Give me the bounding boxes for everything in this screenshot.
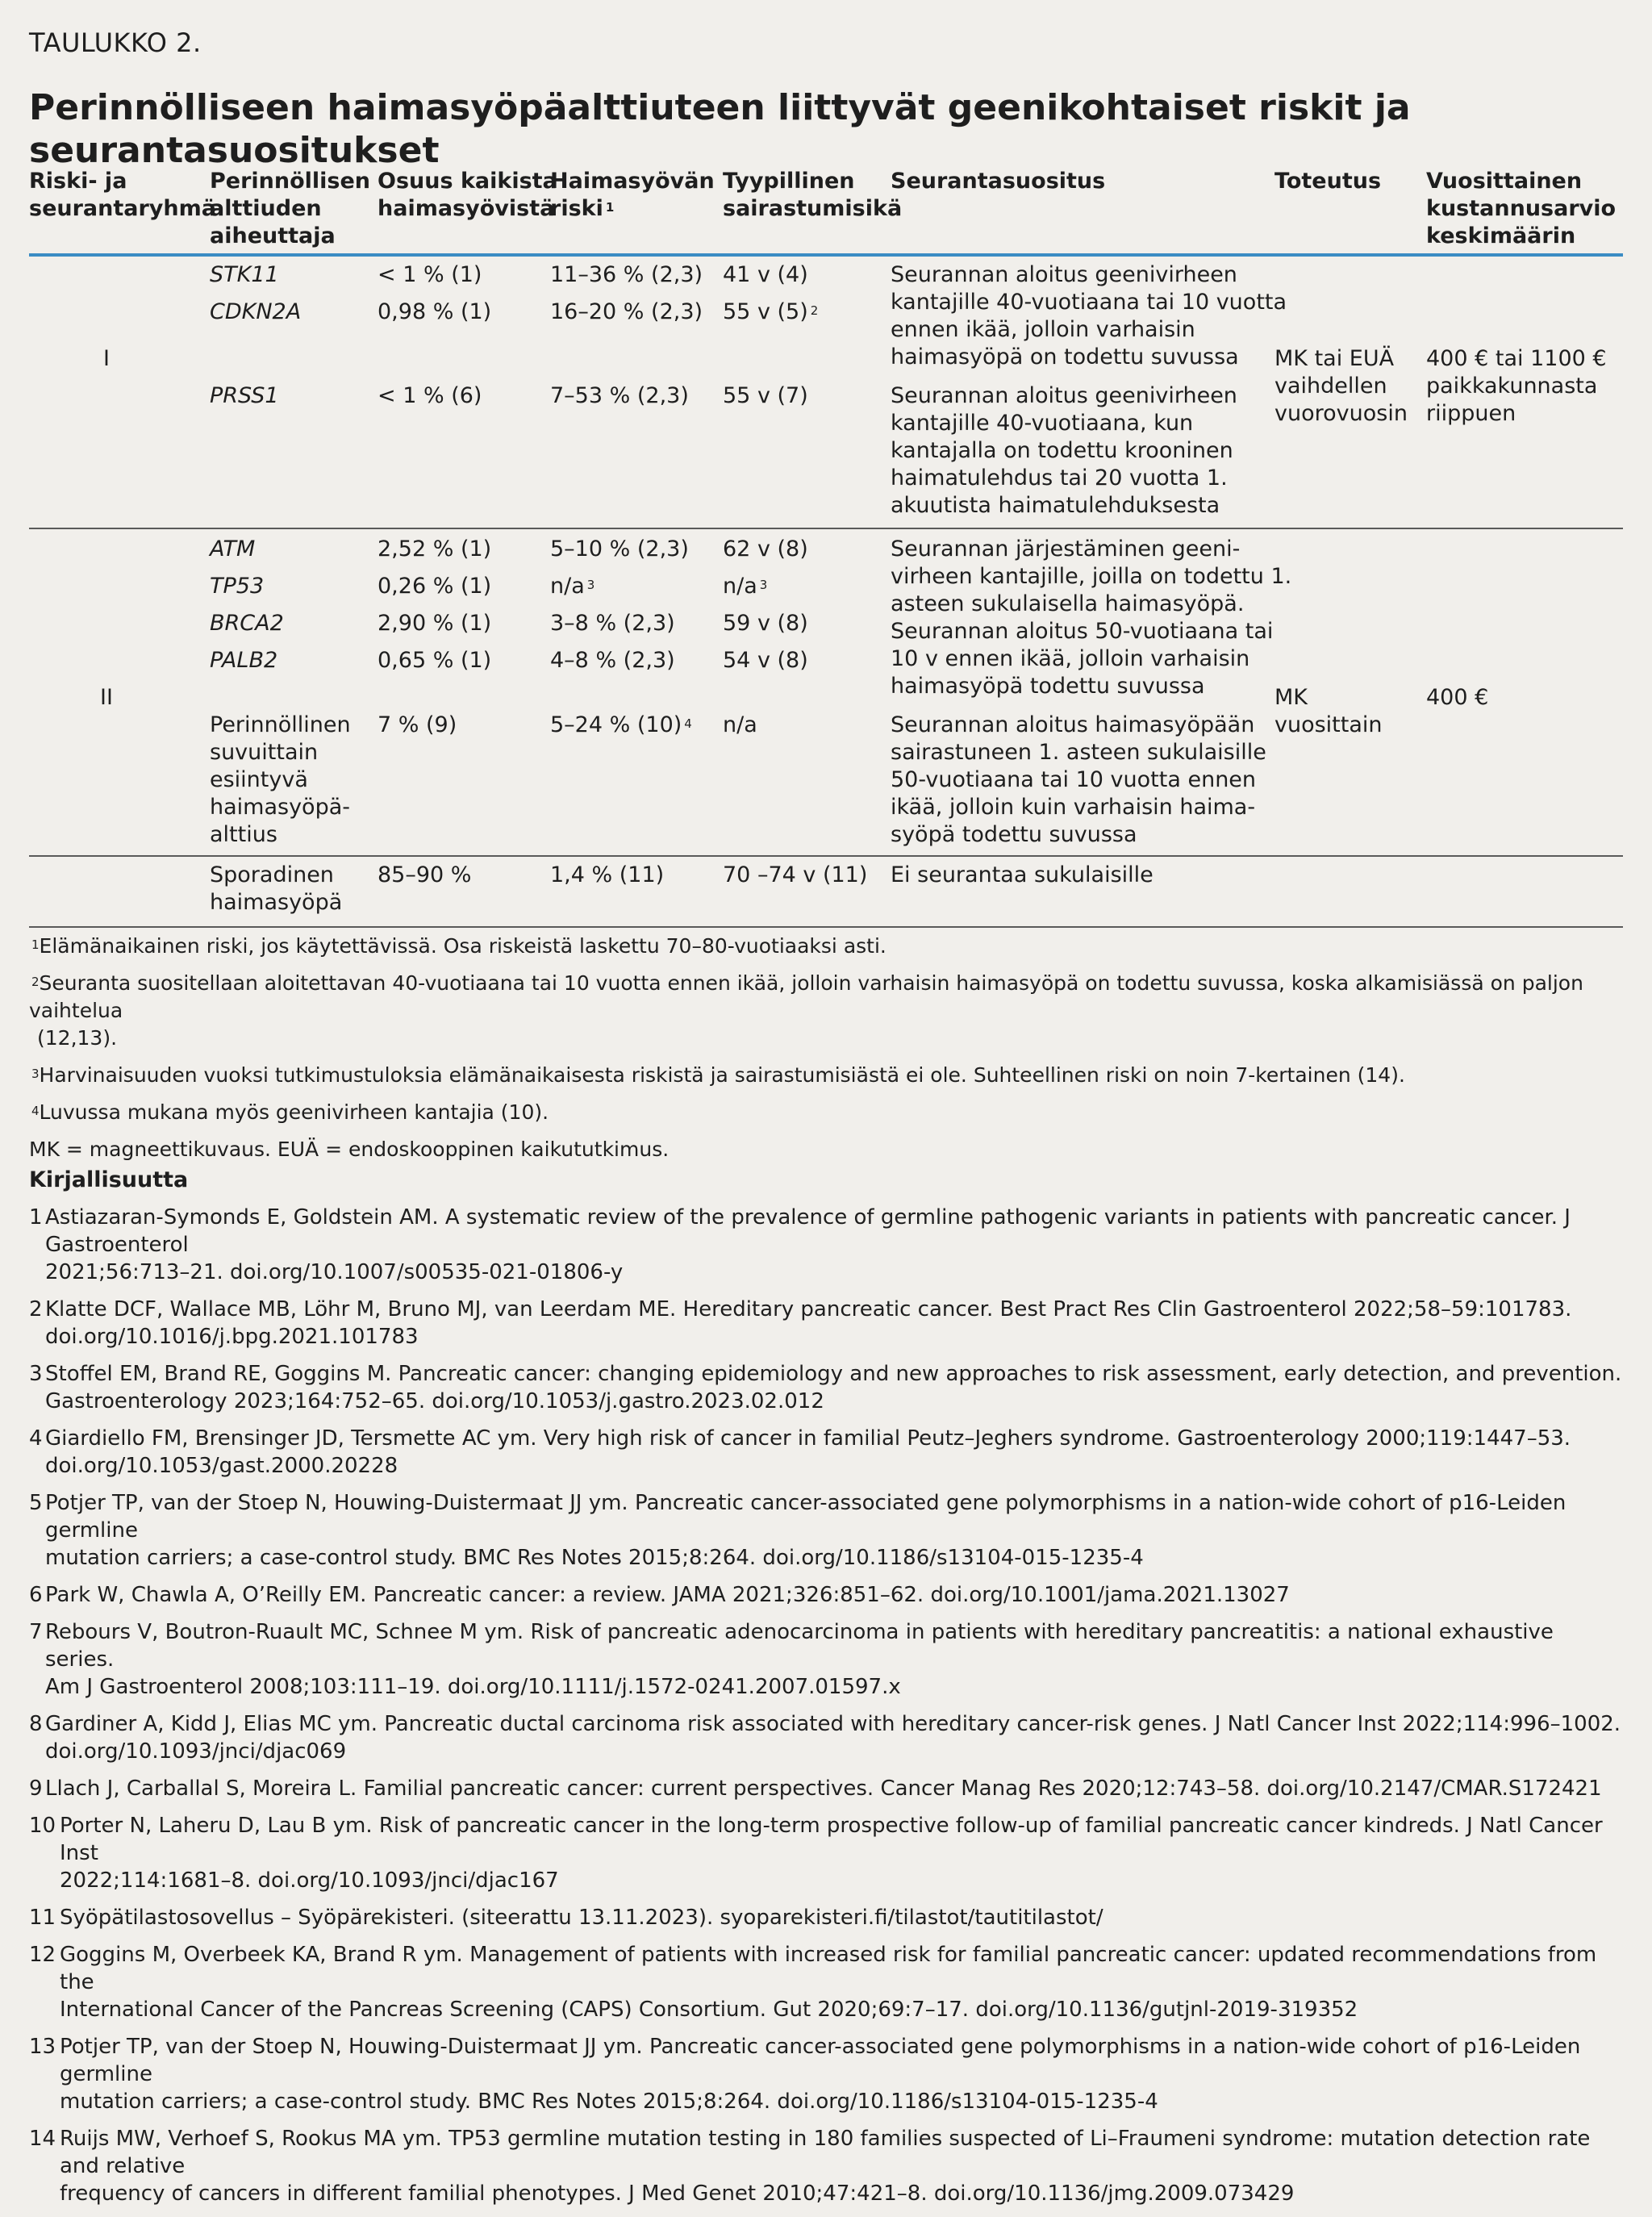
age-cell: 62 v (8): [723, 537, 808, 562]
header-risk: Haimasyövän riski $^1$: [550, 169, 715, 221]
share-cell: 2,52 % (1): [378, 537, 492, 562]
reference-item: 1 Astiazaran-Symonds E, Goldstein AM. A systematic review of the prevalence of germline pathogenic variants in patients with pancreatic cancer. J Gastroenterol 2021;56:713–21. doi.org/10.1007/s00535-021-01806-y: [29, 1205, 1571, 1284]
group-divider: [29, 528, 1623, 529]
age-cell: n/a $^3$: [723, 574, 768, 599]
reference-item: 11 Syöpätilastosovellus – Syöpärekisteri. (siteerattu 13.11.2023). syoparekisteri.fi/tilastot/tautitilastot/: [29, 1906, 1103, 1930]
gene-cell: CDKN2A: [210, 299, 302, 324]
cost-cell: 400 €: [1426, 685, 1489, 710]
risk-cell: 1,4 % (11): [550, 862, 665, 887]
age-cell: 55 v (7): [723, 383, 808, 408]
header-share: Osuus kaikista haimasyövistä: [378, 169, 557, 221]
header-age: Tyypillinen sairastumisikä: [723, 169, 903, 221]
gene-cell: Sporadinen haimasyöpä: [210, 862, 343, 915]
footnote: $^4$Luvussa mukana myös geenivirheen kantajia (10).: [31, 1100, 549, 1124]
reference-item: 14 Ruijs MW, Verhoef S, Rookus MA ym. TP53 germline mutation testing in 180 families suspected of Li–Fraumeni syndrome: mutation detection rate and relative frequency of cancers in different familial phenotypes. J Med Genet 2010;47:421–8. doi.org/10.1136/jmg.2009.073429: [29, 2127, 1591, 2206]
footnote: $^2$Seuranta suositellaan aloitettavan 40-vuotiaana tai 10 vuotta ennen ikää, jolloin varhaisin haimasyöpä on todettu suvussa, koska alkamisiässä on paljon vaihtelua (12,13).: [29, 971, 1583, 1050]
footnotes: [29, 933, 1626, 1163]
cost-cell: 400 € tai 1100 € paikkakunnasta riippuen: [1426, 346, 1607, 426]
recommendation-cell: Seurannan aloitus haimasyöpään sairastuneen 1. asteen sukulaisille 50-vuotiaana tai 10 vuotta ennen ikää, jolloin kuin varhaisin haima- syöpä todettu suvussa: [891, 712, 1266, 847]
gene-cell: ATM: [210, 537, 256, 562]
table-bottom-rule: [29, 926, 1623, 928]
recommendation-cell: Ei seurantaa sukulaisille: [891, 862, 1153, 887]
reference-item: 9 Llach J, Carballal S, Moreira L. Familial pancreatic cancer: current perspectives. Cancer Manag Res 2020;12:743–58. doi.org/10.2147/CMAR.S172421: [29, 1777, 1602, 1801]
gene-cell: TP53: [210, 574, 265, 599]
recommendation-cell: Seurannan aloitus geenivirheen kantajille 40-vuotiaana tai 10 vuotta ennen ikää, jolloin varhaisin haimasyöpä on todettu suvussa: [891, 262, 1287, 370]
share-cell: 0,98 % (1): [378, 299, 492, 324]
recommendation-cell: Seurannan järjestäminen geeni- virheen kantajille, joilla on todettu 1. asteen sukulaisella haimasyöpä. Seurannan aloitus 50-vuotiaana tai 10 v ennen ikää, jolloin varhaisin haimasyöpä todettu suvussa: [891, 537, 1292, 699]
group-label: I: [103, 346, 110, 371]
gene-cell: Perinnöllinen suvuittain esiintyvä haimasyöpä- alttius: [210, 712, 351, 847]
gene-cell: PALB2: [210, 648, 278, 673]
reference-item: 2 Klatte DCF, Wallace MB, Löhr M, Bruno MJ, van Leerdam ME. Hereditary pancreatic cancer. Best Pract Res Clin Gastroenterol 2022;58–59:101783. doi.org/10.1016/j.bpg.2021.101783: [29, 1297, 1572, 1349]
references-list: [29, 1204, 1626, 2217]
risk-cell: 5–10 % (2,3): [550, 537, 689, 562]
risk-cell: 7–53 % (2,3): [550, 383, 689, 408]
gene-cell: STK11: [210, 262, 279, 287]
age-cell: 54 v (8): [723, 648, 808, 673]
header-implementation: Toteutus: [1274, 169, 1382, 194]
reference-item: 12 Goggins M, Overbeek KA, Brand R ym. Management of patients with increased risk for familial pancreatic cancer: updated recommendations from the International Cancer of the Pancreas Screening (CAPS) Consortium. Gut 2020;69:7–17. doi.org/10.1136/gutjnl-2019-319352: [29, 1943, 1597, 2022]
share-cell: < 1 % (6): [378, 383, 482, 408]
risk-cell: n/a $^3$: [550, 574, 595, 599]
share-cell: 0,65 % (1): [378, 648, 492, 673]
risk-cell: 5–24 % (10) $^4$: [550, 712, 692, 737]
header-group: Riski- ja seurantaryhmä: [29, 169, 216, 221]
risk-cell: 4–8 % (2,3): [550, 648, 675, 673]
implementation-cell: MK tai EUÄ vaihdellen vuorovuosin: [1274, 346, 1408, 426]
age-cell: n/a: [723, 712, 757, 737]
gene-cell: PRSS1: [210, 383, 279, 408]
reference-item: 3 Stoffel EM, Brand RE, Goggins M. Pancreatic cancer: changing epidemiology and new approaches to risk assessment, early detection, and prevention. Gastroenterology 2023;164:752–65. doi.org/10.1053/j.gastro.2023.02.012: [29, 1362, 1622, 1413]
reference-item: 7 Rebours V, Boutron-Ruault MC, Schnee M ym. Risk of pancreatic adenocarcinoma in patients with hereditary pancreatitis: a national exhaustive series. Am J Gastroenterol 2008;103:111–19. doi.org/10.1111/j.1572-0241.2007.01597.x: [29, 1620, 1554, 1699]
footnote: $^3$Harvinaisuuden vuoksi tutkimustuloksia elämänaikaisesta riskistä ja sairastumisiästä ei ole. Suhteellinen riski on noin 7-kertainen (14).: [31, 1063, 1405, 1087]
reference-item: 4 Giardiello FM, Brensinger JD, Tersmette AC ym. Very high risk of cancer in familial Peutz–Jeghers syndrome. Gastroenterology 2000;119:1447–53. doi.org/10.1053/gast.2000.20228: [29, 1426, 1571, 1478]
reference-item: 5 Potjer TP, van der Stoep N, Houwing-Duistermaat JJ ym. Pancreatic cancer-associated gene polymorphisms in a nation-wide cohort of p16-Leiden germline mutation carriers; a case-control study. BMC Res Notes 2015;8:264. doi.org/10.1186/s13104-015-1235-4: [29, 1491, 1566, 1570]
header-recommendation: Seurantasuositus: [891, 169, 1106, 194]
table-label: TAULUKKO 2.: [29, 27, 202, 58]
table-title: Perinnölliseen haimasyöpäalttiuteen liittyvät geenikohtaiset riskit ja seurantasuositukset: [29, 87, 1411, 171]
risk-cell: 11–36 % (2,3): [550, 262, 703, 287]
group-divider: [29, 855, 1623, 857]
risk-cell: 3–8 % (2,3): [550, 611, 675, 636]
references-title: Kirjallisuutta: [29, 1167, 189, 1192]
risk-cell: 16–20 % (2,3): [550, 299, 703, 324]
reference-item: 8 Gardiner A, Kidd J, Elias MC ym. Pancreatic ductal carcinoma risk associated with hereditary cancer-risk genes. J Natl Cancer Inst 2022;114:996–1002. doi.org/10.1093/jnci/djac069: [29, 1712, 1621, 1764]
implementation-cell: MK vuosittain: [1274, 685, 1383, 737]
age-cell: 41 v (4): [723, 262, 808, 287]
header-rule: [29, 253, 1623, 257]
age-cell: 55 v (5) $^2$: [723, 299, 819, 324]
share-cell: 7 % (9): [378, 712, 457, 737]
reference-item: 13 Potjer TP, van der Stoep N, Houwing-Duistermaat JJ ym. Pancreatic cancer-associated gene polymorphisms in a nation-wide cohort of p16-Leiden germline mutation carriers; a case-control study. BMC Res Notes 2015;8:264. doi.org/10.1186/s13104-015-1235-4: [29, 2035, 1581, 2114]
reference-item: 10 Porter N, Laheru D, Lau B ym. Risk of pancreatic cancer in the long-term prospective follow-up of familial pancreatic cancer kindreds. J Natl Cancer Inst 2022;114:1681–8. doi.org/10.1093/jnci/djac167: [29, 1814, 1603, 1893]
group-label: II: [100, 685, 113, 710]
footnote: $^1$Elämänaikainen riski, jos käytettävissä. Osa riskeistä laskettu 70–80-vuotiaaksi asti.: [31, 934, 886, 958]
reference-item: 6 Park W, Chawla A, O’Reilly EM. Pancreatic cancer: a review. JAMA 2021;326:851–62. doi.org/10.1001/jama.2021.13027: [29, 1583, 1290, 1607]
share-cell: 2,90 % (1): [378, 611, 492, 636]
share-cell: 85–90 %: [378, 862, 472, 887]
gene-cell: BRCA2: [210, 611, 284, 636]
header-cause: Perinnöllisen alttiuden aiheuttaja: [210, 169, 371, 248]
header-cost: Vuosittainen kustannusarvio keskimäärin: [1426, 169, 1617, 248]
age-cell: 59 v (8): [723, 611, 808, 636]
age-cell: 70 –74 v (11): [723, 862, 868, 887]
share-cell: 0,26 % (1): [378, 574, 492, 599]
share-cell: < 1 % (1): [378, 262, 482, 287]
abbreviations: MK = magneettikuvaus. EUÄ = endoskooppinen kaikututkimus.: [29, 1138, 670, 1161]
recommendation-cell: Seurannan aloitus geenivirheen kantajille 40-vuotiaana, kun kantajalla on todettu krooninen haimatulehdus tai 20 vuotta 1. akuutista haimatulehduksesta: [891, 383, 1237, 518]
